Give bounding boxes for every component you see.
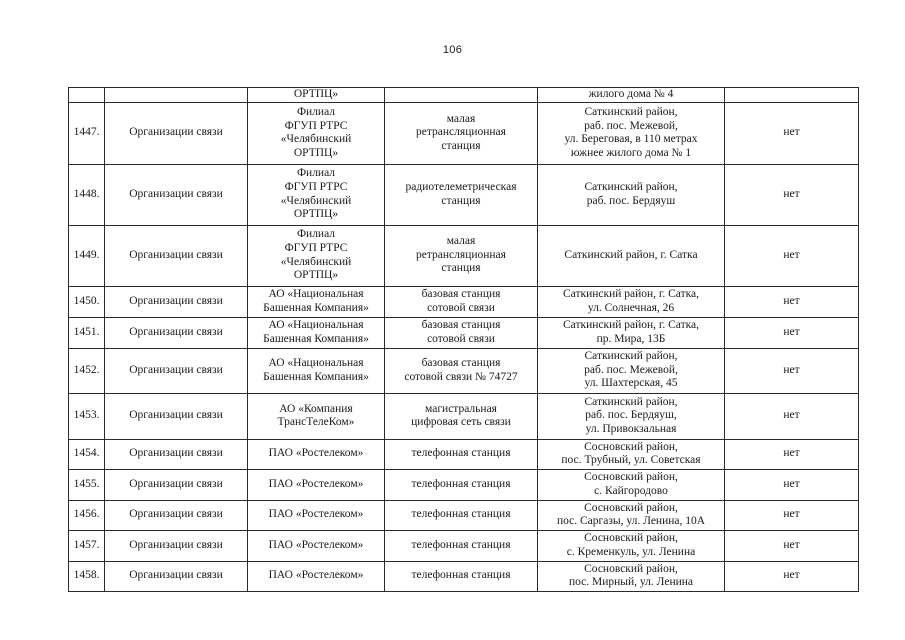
object-cell-line: базовая станция (421, 288, 501, 300)
address-cell-line: раб. пос. Межевой, (584, 363, 678, 376)
organization-cell-line: ПАО «Ростелеком» (268, 569, 364, 582)
category-cell: Организации связи (105, 561, 248, 591)
address-cell-line: пос. Трубный, ул. Советская (561, 454, 701, 467)
organization-cell-line: АО «Компания (279, 402, 353, 415)
object-cell-line: цифровая сеть связи (411, 416, 511, 429)
address-cell-line: ул. Привокзальная (585, 422, 677, 435)
table-row (69, 317, 859, 348)
organization-cell (248, 164, 385, 225)
category-cell: Организации связи (105, 393, 248, 439)
address-cell-line: ул. Солнечная, 26 (587, 301, 675, 314)
category-cell: Организации связи (105, 164, 248, 225)
organization-cell-line: ФГУП РТРС (284, 119, 348, 132)
flag-cell: нет (725, 500, 859, 530)
organization-cell-line: «Челябинский (280, 255, 352, 268)
object-cell-line: телефонная станция (411, 477, 511, 490)
address-cell-line: пос. Мирный, ул. Ленина (568, 576, 694, 589)
address-cell (538, 348, 725, 393)
flag-cell: нет (725, 102, 859, 164)
address-cell (538, 530, 725, 561)
table-row (69, 393, 859, 439)
address-cell-line: Саткинский район, г. Сатка, (562, 319, 699, 331)
address-cell-line: Саткинский район, (584, 181, 678, 193)
address-cell-line: с. Кайгородово (594, 484, 668, 497)
category-cell: Организации связи (105, 102, 248, 164)
object-cell (385, 469, 538, 500)
organization-cell-line: ПАО «Ростелеком» (268, 477, 364, 490)
address-cell-line: ул. Шахтерская, 45 (584, 377, 678, 390)
object-cell-line: телефонная станция (411, 569, 511, 582)
organization-cell (248, 500, 385, 530)
page-number: 106 (442, 44, 463, 56)
flag-cell: нет (725, 286, 859, 317)
address-cell (538, 317, 725, 348)
address-cell-line: Саткинский район, (584, 105, 678, 118)
row-number: 1452. (69, 348, 105, 393)
flag-cell (725, 88, 859, 103)
object-cell (385, 348, 538, 393)
table-row (69, 469, 859, 500)
flag-cell: нет (725, 225, 859, 286)
object-cell (385, 225, 538, 286)
organization-cell-line: Башенная Компания» (263, 332, 369, 345)
organization-cell-line: «Челябинский (280, 194, 352, 207)
address-cell-line: раб. пос. Межевой, (584, 119, 678, 132)
table-row (69, 500, 859, 530)
address-cell-line: Сосновский район, (584, 501, 678, 514)
organization-cell (248, 530, 385, 561)
object-cell (385, 530, 538, 561)
address-cell-line: раб. пос. Бердяуш, (585, 409, 677, 422)
object-cell (385, 286, 538, 317)
address-cell (538, 393, 725, 439)
object-cell-line: ретрансляционная (416, 126, 506, 139)
object-cell (385, 439, 538, 469)
object-cell-line: сотовой связи № 74727 (404, 370, 518, 383)
address-cell-line: Саткинский район, (584, 350, 678, 363)
object-cell-line: ретрансляционная (416, 248, 506, 261)
table-row (69, 561, 859, 591)
organization-cell-line: АО «Национальная (268, 319, 364, 331)
object-cell (385, 393, 538, 439)
organization-cell (248, 317, 385, 348)
object-cell (385, 88, 538, 103)
table-row (69, 530, 859, 561)
address-cell (538, 164, 725, 225)
object-cell-line: сотовой связи (427, 301, 495, 314)
address-cell (538, 225, 725, 286)
organization-cell-line: ОРТПЦ» (293, 269, 339, 282)
organization-cell (248, 102, 385, 164)
object-cell-line: малая (446, 235, 476, 248)
organization-cell (248, 469, 385, 500)
category-cell (105, 88, 248, 103)
organization-cell-line: Башенная Компания» (263, 301, 369, 314)
object-cell-line: телефонная станция (411, 447, 511, 460)
address-cell-line: Саткинский район, г. Сатка (564, 248, 698, 261)
organization-cell-line: ТрансТелеКом» (277, 416, 355, 429)
address-cell-line: пр. Мира, 13Б (596, 332, 666, 345)
table-row-continuation (69, 88, 859, 103)
table-row (69, 348, 859, 393)
object-cell-line: радиотелеметрическая (405, 181, 517, 193)
object-cell (385, 164, 538, 225)
organization-cell-line: АО «Национальная (268, 357, 364, 369)
organization-cell-line: ОРТПЦ» (293, 88, 339, 100)
organization-cell (248, 348, 385, 393)
address-cell-line: Сосновский район, (584, 562, 678, 575)
table-row (69, 286, 859, 317)
address-cell (538, 469, 725, 500)
table-row (69, 225, 859, 286)
object-cell-line: базовая станция (421, 357, 501, 369)
flag-cell: нет (725, 393, 859, 439)
organization-cell-line: Башенная Компания» (263, 370, 369, 383)
address-cell-line: Сосновский район, (584, 532, 678, 544)
row-number: 1450. (69, 286, 105, 317)
address-cell (538, 88, 725, 103)
row-number (69, 88, 105, 103)
address-cell-line: раб. пос. Бердяуш (586, 194, 676, 207)
registry-table (68, 87, 859, 592)
object-cell (385, 317, 538, 348)
flag-cell: нет (725, 317, 859, 348)
organization-cell (248, 88, 385, 103)
organization-cell-line: «Челябинский (280, 133, 352, 146)
row-number: 1449. (69, 225, 105, 286)
object-cell-line: телефонная станция (411, 508, 511, 521)
row-number: 1448. (69, 164, 105, 225)
object-cell (385, 500, 538, 530)
object-cell-line: базовая станция (421, 319, 501, 331)
object-cell-line: станция (441, 262, 481, 275)
flag-cell: нет (725, 439, 859, 469)
object-cell (385, 561, 538, 591)
flag-cell: нет (725, 469, 859, 500)
category-cell: Организации связи (105, 500, 248, 530)
object-cell (385, 102, 538, 164)
address-cell-line: Сосновский район, (584, 471, 678, 483)
address-cell-line: Сосновский район, (584, 440, 678, 453)
organization-cell-line: ПАО «Ростелеком» (268, 538, 364, 551)
row-number: 1455. (69, 469, 105, 500)
organization-cell-line: ПАО «Ростелеком» (268, 508, 364, 521)
table-row (69, 164, 859, 225)
organization-cell-line: АО «Национальная (268, 288, 364, 300)
registry-table-body (69, 88, 859, 592)
address-cell-line: Саткинский район, г. Сатка, (562, 288, 699, 300)
object-cell-line: малая (446, 112, 476, 125)
row-number: 1447. (69, 102, 105, 164)
organization-cell (248, 393, 385, 439)
address-cell (538, 286, 725, 317)
row-number: 1456. (69, 500, 105, 530)
organization-cell-line: ФГУП РТРС (284, 242, 348, 254)
category-cell: Организации связи (105, 469, 248, 500)
organization-cell (248, 225, 385, 286)
organization-cell-line: Филиал (296, 167, 336, 180)
organization-cell-line: ОРТПЦ» (293, 208, 339, 221)
address-cell (538, 561, 725, 591)
organization-cell (248, 561, 385, 591)
flag-cell: нет (725, 348, 859, 393)
address-cell (538, 102, 725, 164)
address-cell (538, 439, 725, 469)
object-cell-line: станция (441, 139, 481, 152)
address-cell-line: жилого дома № 4 (588, 88, 674, 100)
address-cell (538, 500, 725, 530)
flag-cell: нет (725, 530, 859, 561)
organization-cell-line: Филиал (296, 228, 336, 241)
object-cell-line: станция (441, 194, 481, 207)
row-number: 1453. (69, 393, 105, 439)
organization-cell-line: Филиал (296, 105, 336, 118)
category-cell: Организации связи (105, 439, 248, 469)
address-cell-line: ул. Береговая, в 110 метрах (564, 133, 698, 146)
category-cell: Организации связи (105, 286, 248, 317)
organization-cell-line: ФГУП РТРС (284, 181, 348, 193)
flag-cell: нет (725, 561, 859, 591)
category-cell: Организации связи (105, 317, 248, 348)
organization-cell-line: ОРТПЦ» (293, 146, 339, 159)
row-number: 1451. (69, 317, 105, 348)
row-number: 1454. (69, 439, 105, 469)
address-cell-line: Саткинский район, (584, 395, 678, 408)
object-cell-line: телефонная станция (411, 538, 511, 551)
address-cell-line: с. Кременкуль, ул. Ленина (566, 545, 696, 558)
address-cell-line: южнее жилого дома № 1 (570, 146, 692, 159)
table-row (69, 102, 859, 164)
object-cell-line: сотовой связи (427, 332, 495, 345)
category-cell: Организации связи (105, 348, 248, 393)
address-cell-line: пос. Саргазы, ул. Ленина, 10А (556, 515, 706, 528)
table-row (69, 439, 859, 469)
row-number: 1458. (69, 561, 105, 591)
flag-cell: нет (725, 164, 859, 225)
category-cell: Организации связи (105, 530, 248, 561)
category-cell: Организации связи (105, 225, 248, 286)
organization-cell-line: ПАО «Ростелеком» (268, 447, 364, 460)
object-cell-line: магистральная (425, 402, 497, 415)
row-number: 1457. (69, 530, 105, 561)
organization-cell (248, 439, 385, 469)
organization-cell (248, 286, 385, 317)
